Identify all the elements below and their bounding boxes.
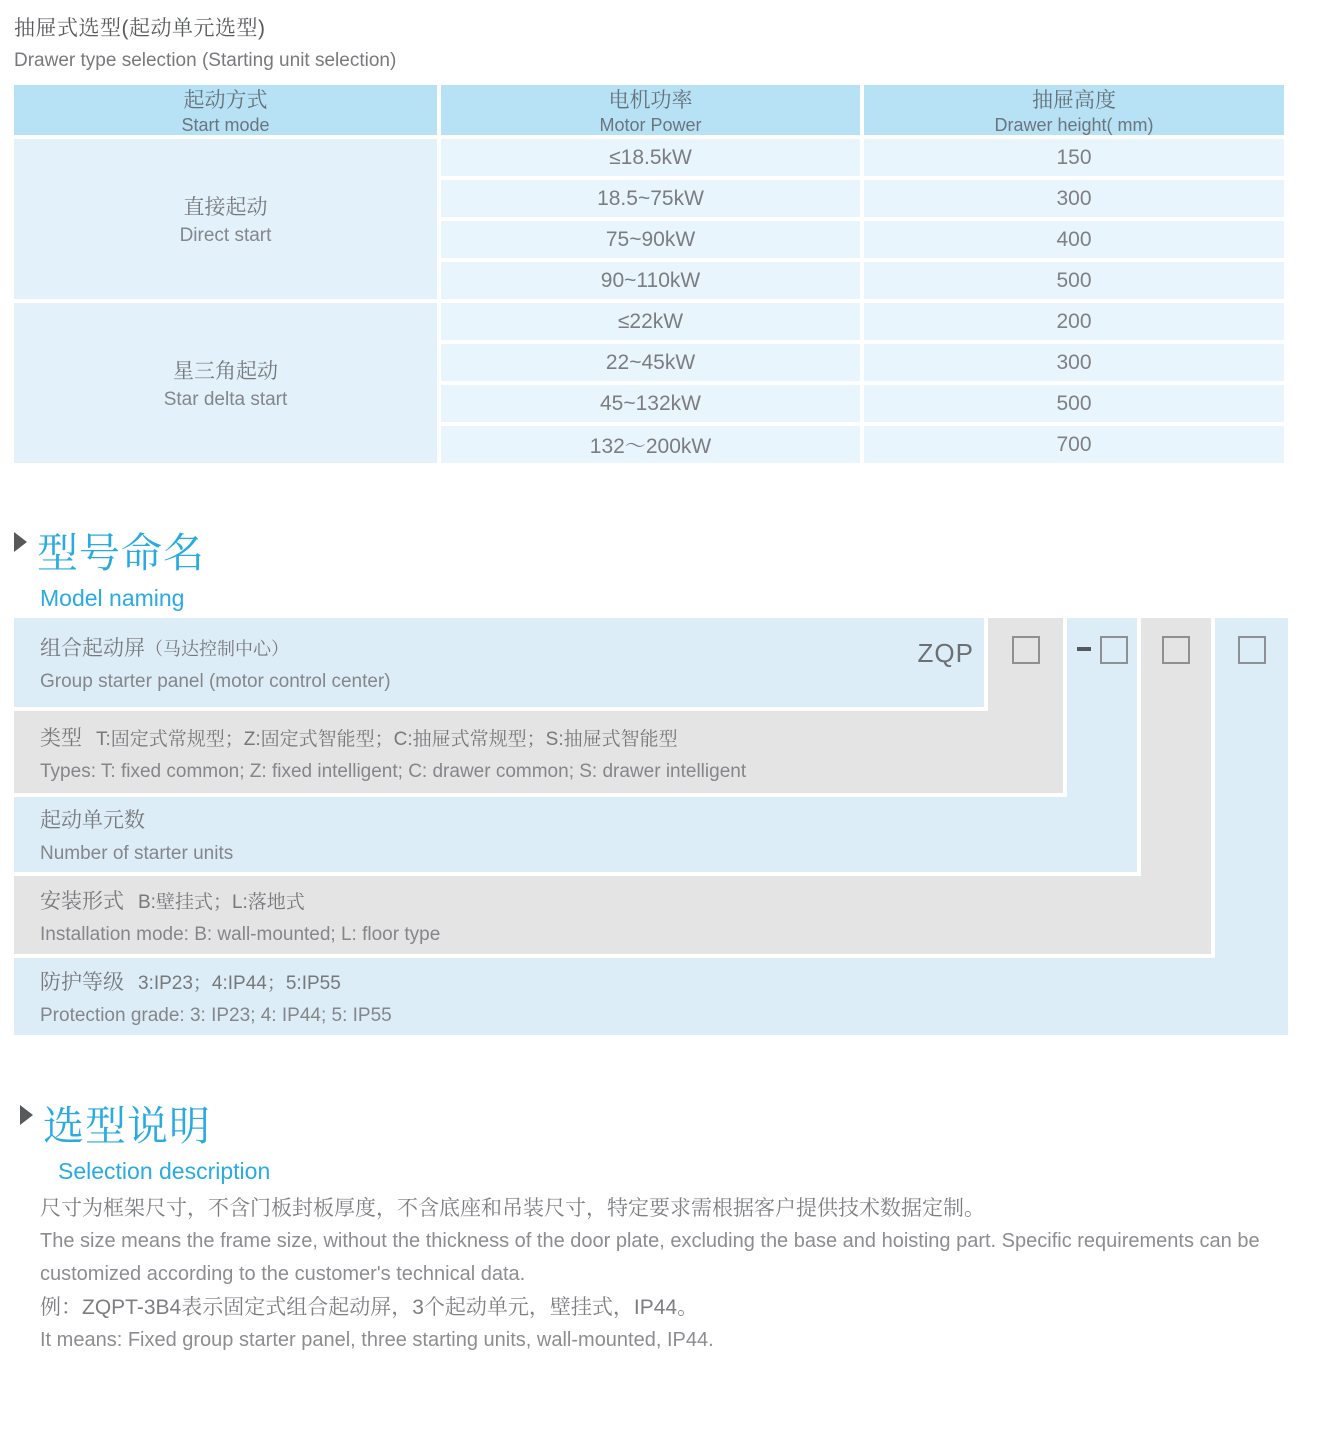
band-group-starter-panel: 组合起动屏（马达控制中心） Group starter panel (motor control center) <box>14 618 984 707</box>
section-arrow-icon <box>20 1105 33 1125</box>
page-title-zh: 抽屉式选型(起动单元选型) <box>14 17 266 40</box>
table-header-drawer-height: 抽屉高度 Drawer height( mm) <box>864 85 1284 135</box>
paragraph-example-en: It means: Fixed group starter panel, three starting units, wall-mounted, IP44. <box>40 1329 714 1351</box>
table-header-start-mode: 起动方式 Start mode <box>14 85 437 135</box>
section-title-zh: 选型说明 <box>43 1103 211 1149</box>
power-cell: ≤22kW <box>441 303 860 340</box>
power-cell: 18.5~75kW <box>441 180 860 217</box>
paragraph-example-zh: 例：ZQPT-3B4表示固定式组合起动屏，3个起动单元，壁挂式，IP44。 <box>40 1296 699 1319</box>
height-cell: 400 <box>864 221 1284 258</box>
band-installation-mode: 安装形式 B:壁挂式；L:落地式 Installation mode: B: wall-mounted; L: floor type <box>14 876 1211 954</box>
code-column-starter-units <box>1067 618 1137 872</box>
page-title-en: Drawer type selection (Starting unit selection) <box>14 50 397 71</box>
section-title-en: Selection description <box>58 1158 271 1184</box>
height-cell: 300 <box>864 344 1284 381</box>
section-heading-selection-description <box>20 1093 270 1185</box>
power-cell: 22~45kW <box>441 344 860 381</box>
section-arrow-icon <box>14 532 27 552</box>
section-title-en: Model naming <box>40 585 185 611</box>
section-heading-model-naming <box>14 520 205 612</box>
mode-cell-direct-start: 直接起动 Direct start <box>14 139 437 299</box>
band-protection-grade: 防护等级 3:IP23；4:IP44；5:IP55 Protection grade: 3: IP23; 4: IP44; 5: IP55 <box>14 958 1288 1035</box>
code-box-icon <box>1238 636 1266 664</box>
code-box-icon <box>1162 636 1190 664</box>
height-cell: 200 <box>864 303 1284 340</box>
code-column-protection <box>1215 618 1288 1035</box>
power-cell: 90~110kW <box>441 262 860 299</box>
power-cell: 75~90kW <box>441 221 860 258</box>
model-naming-diagram <box>14 618 1288 1035</box>
section-title-zh: 型号命名 <box>37 530 205 576</box>
table-header-motor-power: 电机功率 Motor Power <box>441 85 860 135</box>
mode-cell-star-delta-start: 星三角起动 Star delta start <box>14 303 437 463</box>
selection-description-text <box>40 1192 1290 1357</box>
power-cell: 45~132kW <box>441 385 860 422</box>
band-starter-units: 起动单元数 Number of starter units <box>14 797 1137 872</box>
power-cell: ≤18.5kW <box>441 139 860 176</box>
dash-icon <box>1077 647 1091 651</box>
height-cell: 500 <box>864 262 1284 299</box>
code-box-icon <box>1100 636 1128 664</box>
height-cell: 150 <box>864 139 1284 176</box>
code-column-installation <box>1141 618 1211 954</box>
code-column-type <box>988 618 1063 793</box>
height-cell: 500 <box>864 385 1284 422</box>
drawer-selection-table <box>14 85 1284 463</box>
height-cell: 300 <box>864 180 1284 217</box>
paragraph-size-zh: 尺寸为框架尺寸，不含门板封板厚度，不含底座和吊装尺寸，特定要求需根据客户提供技术数据定制。 <box>40 1197 985 1220</box>
page-title <box>14 12 396 72</box>
band-type: 类型 T:固定式常规型；Z:固定式智能型；C:抽屉式常规型；S:抽屉式智能型 Types: T: fixed common; Z: fixed intelligent; C: drawer common; S: drawer intelligent <box>14 711 1063 793</box>
paragraph-size-en: The size means the frame size, without the thickness of the door plate, excluding the base and hoisting part. Specific requirements can be customized according to the customer's technical data. <box>40 1230 1260 1285</box>
model-code-prefix: ZQP <box>917 638 974 668</box>
power-cell: 132～200kW <box>441 426 860 463</box>
height-cell: 700 <box>864 426 1284 463</box>
code-box-icon <box>1012 636 1040 664</box>
